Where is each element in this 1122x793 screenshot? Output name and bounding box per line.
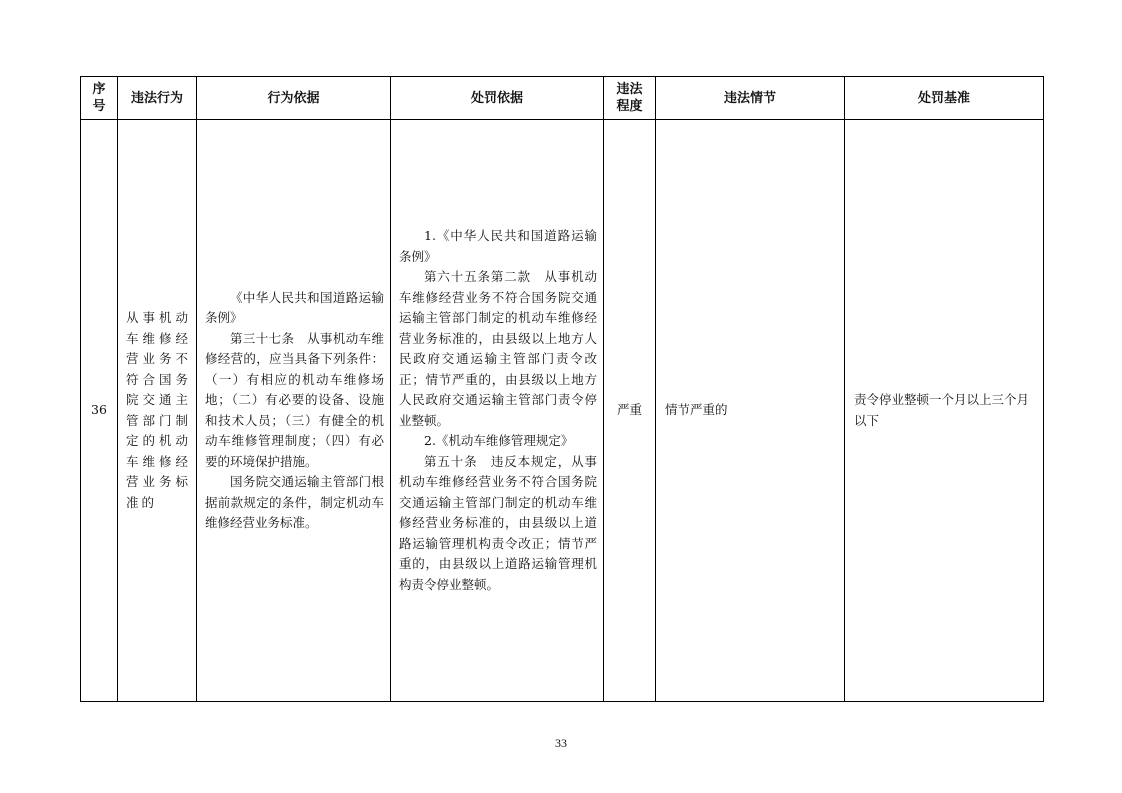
basis-paragraph: 《中华人民共和国道路运输条例》 [205, 289, 384, 325]
table-row [81, 120, 1044, 702]
penalty-standard-table [80, 76, 1044, 702]
cell-degree: 严重 [604, 120, 656, 702]
page-number: 33 [555, 736, 567, 750]
cell-penalty-basis [391, 120, 604, 702]
basis-paragraph: 第三十七条 从事机动车维修经营的，应当具备下列条件：（一）有相应的机动车维修场地；（二）有必要的设备、设施和技术人员；（三）有健全的机动车维修管理制度；（四）有必要的环境保护措施。 [205, 330, 384, 469]
header-standard: 处罚基准 [845, 77, 1044, 120]
header-seq: 序号 [81, 77, 118, 120]
cell-behavior-basis [197, 120, 391, 702]
penalty-basis-paragraph: 2.《机动车维修管理规定》 [424, 433, 574, 448]
penalty-basis-paragraph: 第五十条 违反本规定，从事机动车维修经营业务不符合国务院交通运输主管部门制定的机动车维修经营业务标准的，由县级以上道路运输管理机构责令改正；情节严重的，由县级以上道路运输管理机构责令停业整顿。 [399, 453, 597, 592]
header-plot: 违法情节 [656, 77, 845, 120]
penalty-basis-paragraph: 1.《中华人民共和国道路运输条例》 [399, 228, 597, 264]
basis-paragraph: 国务院交通运输主管部门根据前款规定的条件，制定机动车维修经营业务标准。 [205, 474, 384, 530]
header-degree: 违法程度 [604, 77, 656, 120]
header-violation: 违法行为 [118, 77, 197, 120]
cell-plot: 情节严重的 [656, 120, 845, 702]
cell-standard: 责令停业整顿一个月以上三个月以下 [845, 120, 1044, 702]
cell-seq: 36 [81, 120, 118, 702]
penalty-basis-paragraph: 第六十五条第二款 从事机动车维修经营业务不符合国务院交通运输主管部门制定的机动车维修经营业务标准的，由县级以上地方人民政府交通运输主管部门责令改正；情节严重的，由县级以上地方人民政府交通运输主管部门责令停业整顿。 [399, 269, 597, 428]
cell-violation: 从事机动车维修经营业务不符合国务院交通主管部门制定的机动车维修经营业务标准的 [118, 120, 197, 702]
header-penalty-basis: 处罚依据 [391, 77, 604, 120]
table-header-row [81, 77, 1044, 120]
header-basis: 行为依据 [197, 77, 391, 120]
